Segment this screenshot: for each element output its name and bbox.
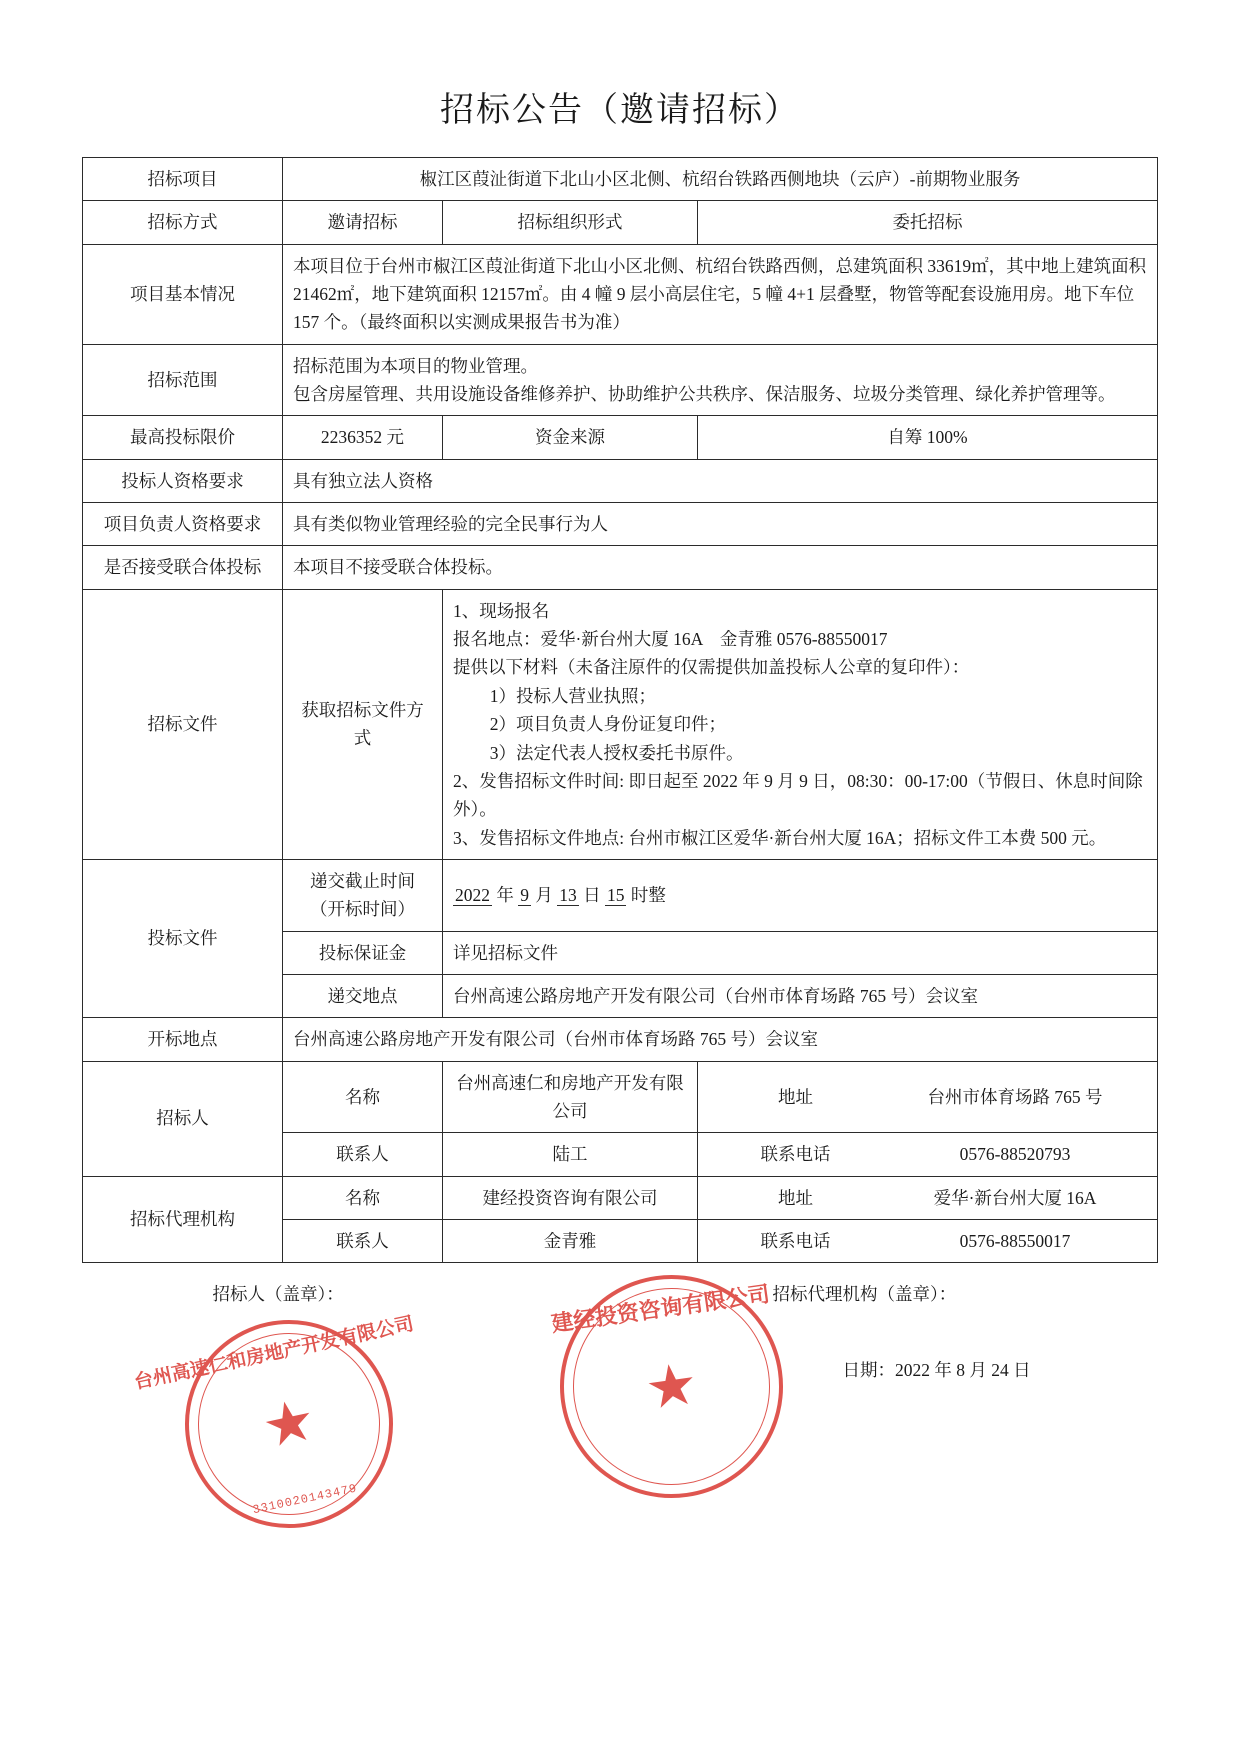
method-label: 招标方式	[82, 201, 282, 244]
basic-info-value: 本项目位于台州市椒江区葭沚街道下北山小区北侧、杭绍台铁路西侧，总建筑面积 33619㎡，其中地上建筑面积 21462㎡，地下建筑面积 12157㎡。由 4 幢 9 层小高层住宅，5 幢 4+1 层叠墅，物管等配套设施用房。地下车位 157 个。（最终面积以实测成果报告书为准）	[282, 244, 1157, 344]
agency-name-label: 名称	[282, 1176, 442, 1219]
table-row	[82, 201, 1157, 244]
tenderee-company-stamp: 台州高速仁和房地产开发有限公司 ★ 3310020143479	[166, 1301, 413, 1548]
submit-place-label: 递交地点	[282, 974, 442, 1017]
table-row	[82, 459, 1157, 502]
deadline-month: 9	[520, 885, 529, 906]
stamp-b-text: 建经投资咨询有限公司	[549, 1280, 772, 1336]
agency-address-cell	[697, 1176, 1157, 1219]
tenderee-address-value: 台州市体育场路 765 号	[927, 1086, 1103, 1107]
obtain-line-5: 3、发售招标文件地点: 台州市椒江区爱华·新台州大厦 16A；招标文件工本费 500 元。	[452, 827, 1107, 848]
open-place-label: 开标地点	[82, 1018, 282, 1061]
basic-info-label: 项目基本情况	[82, 244, 282, 344]
tenderee-address-label: 地址	[777, 1086, 813, 1107]
bid-document-label: 招标文件	[82, 589, 282, 859]
deadline-label: 递交截止时间（开标时间）	[282, 859, 442, 931]
scope-line-2: 包含房屋管理、共用设施设备维修养护、协助维护公共秩序、保洁服务、垃圾分类管理、绿化养护管理等。	[292, 384, 1116, 405]
agency-address-label: 地址	[777, 1187, 813, 1208]
fund-source-label: 资金来源	[442, 416, 697, 459]
stamp-curved-text	[132, 1305, 416, 1542]
table-row	[82, 1061, 1157, 1133]
consortium-value: 本项目不接受联合体投标。	[282, 546, 1157, 589]
org-form-value: 委托招标	[697, 201, 1157, 244]
agency-phone-label: 联系电话	[760, 1230, 831, 1251]
max-price-value: 2236352 元	[282, 416, 442, 459]
deadline-day-unit: 日	[578, 885, 605, 906]
deadline-value	[442, 859, 1157, 931]
deadline-suffix: 时整	[626, 885, 666, 906]
tenderee-phone-value: 0576-88520793	[959, 1144, 1071, 1165]
tenderee-name-value: 台州高速仁和房地产开发有限公司	[442, 1061, 697, 1133]
obtain-line-2: 报名地点：爱华·新台州大厦 16A 金青雅 0576-88550017	[452, 629, 888, 650]
scope-value	[282, 344, 1157, 416]
tender-document-label: 投标文件	[82, 859, 282, 1017]
obtain-item-2: 2）项目负责人身份证复印件；	[489, 714, 726, 735]
agency-phone-cell	[697, 1219, 1157, 1262]
deposit-label: 投标保证金	[282, 931, 442, 974]
open-place-value: 台州高速公路房地产开发有限公司（台州市体育场路 765 号）会议室	[282, 1018, 1157, 1061]
submit-place-value: 台州高速公路房地产开发有限公司（台州市体育场路 765 号）会议室	[442, 974, 1157, 1017]
table-row	[82, 859, 1157, 931]
scope-label: 招标范围	[82, 344, 282, 416]
max-price-label: 最高投标限价	[82, 416, 282, 459]
tender-announcement-table	[82, 157, 1158, 1263]
tenderee-phone-label: 联系电话	[760, 1144, 831, 1165]
manager-qualification-value: 具有类似物业管理经验的完全民事行为人	[282, 503, 1157, 546]
project-label: 招标项目	[82, 158, 282, 201]
obtain-line-1: 1、现场报名	[452, 600, 550, 621]
deposit-value: 详见招标文件	[442, 931, 1157, 974]
scope-line-1: 招标范围为本项目的物业管理。	[292, 355, 538, 376]
agency-label-text: 招标代理机构	[129, 1209, 235, 1230]
tenderee-address-cell	[697, 1061, 1157, 1133]
fund-source-value: 自筹 100%	[697, 416, 1157, 459]
obtain-method-value	[442, 589, 1157, 859]
deadline-hour: 15	[606, 885, 625, 906]
manager-qualification-label: 项目负责人资格要求	[82, 503, 282, 546]
obtain-item-1: 1）投标人营业执照；	[489, 685, 656, 706]
table-row	[82, 546, 1157, 589]
tenderee-seal-label: 招标人（盖章）：	[212, 1284, 344, 1305]
tenderee-name-label: 名称	[282, 1061, 442, 1133]
deadline-month-unit: 月	[530, 885, 558, 906]
agency-seal-label: 招标代理机构（盖章）：	[772, 1284, 957, 1305]
table-row	[82, 1018, 1157, 1061]
table-row	[82, 244, 1157, 344]
deadline-year: 2022	[454, 885, 490, 906]
project-value: 椒江区葭沚街道下北山小区北侧、杭绍台铁路西侧地块（云庐）-前期物业服务	[282, 158, 1157, 201]
table-row	[82, 589, 1157, 859]
obtain-line-3: 提供以下材料（未备注原件的仅需提供加盖投标人公章的复印件）：	[452, 657, 970, 678]
consortium-label: 是否接受联合体投标	[82, 546, 282, 589]
agency-name-value: 建经投资咨询有限公司	[442, 1176, 697, 1219]
table-row	[82, 503, 1157, 546]
org-form-label: 招标组织形式	[442, 201, 697, 244]
deadline-day: 13	[559, 885, 577, 906]
agency-phone-value: 0576-88550017	[959, 1230, 1071, 1251]
date-row	[83, 1357, 1158, 1387]
agency-company-stamp: 建经投资咨询有限公司 ★	[546, 1261, 798, 1513]
table-row	[82, 158, 1157, 201]
obtain-method-label: 获取招标文件方式	[282, 589, 442, 859]
table-row	[82, 344, 1157, 416]
stamp-inner-ring	[181, 1316, 397, 1532]
tenderee-label: 招标人	[82, 1061, 282, 1176]
stamp-a-text: 台州高速仁和房地产开发有限公司	[132, 1313, 416, 1394]
deadline-year-unit: 年	[491, 885, 519, 906]
agency-contact-label: 联系人	[282, 1219, 442, 1262]
agency-label	[82, 1176, 282, 1263]
bidder-qualification-value: 具有独立法人资格	[282, 459, 1157, 502]
agency-address-value: 爱华·新台州大厦 16A	[933, 1187, 1097, 1208]
signature-row	[83, 1281, 1158, 1321]
bidder-qualification-label: 投标人资格要求	[82, 459, 282, 502]
tenderee-contact-value: 陆工	[442, 1133, 697, 1176]
table-row	[82, 416, 1157, 459]
tenderee-contact-label: 联系人	[282, 1133, 442, 1176]
table-row	[82, 1176, 1157, 1219]
method-value: 邀请招标	[282, 201, 442, 244]
stamp-a-code: 3310020143479	[251, 1481, 359, 1518]
obtain-line-4: 2、发售招标文件时间: 即日起至 2022 年 9 月 9 日，08:30：00-17:00（节假日、休息时间除外）。	[452, 770, 1143, 820]
obtain-item-3: 3）法定代表人授权委托书原件。	[489, 742, 744, 763]
signature-date: 日期：2022 年 8 月 24 日	[842, 1360, 1031, 1381]
tenderee-phone-cell	[697, 1133, 1157, 1176]
agency-contact-value: 金青雅	[442, 1219, 697, 1262]
page-title: 招标公告（邀请招标）	[440, 92, 800, 129]
